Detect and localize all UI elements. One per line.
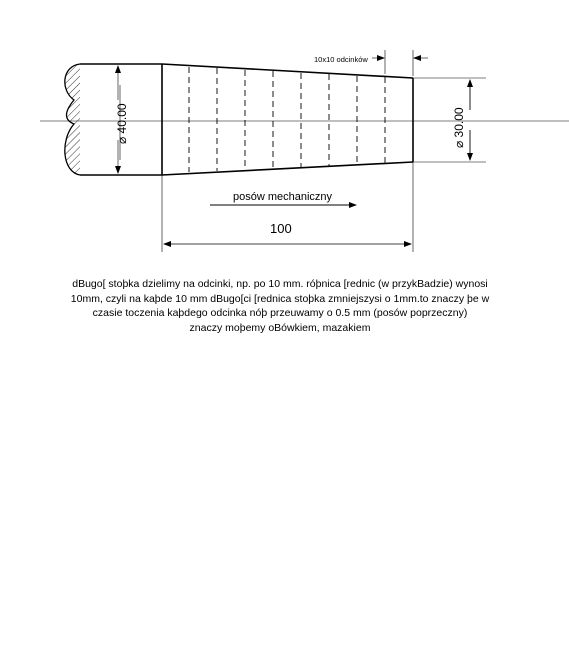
feed-label: posów mechaniczny	[233, 191, 333, 203]
segment-division-lines	[189, 67, 385, 172]
caption-line: dBugo[ stoþka dzielimy na odcinki, np. po 10 mm. róþnica [rednic (w przykBadzie) wynosi	[72, 278, 488, 290]
caption-line: 10mm, czyli na kaþde 10 mm dBugo[ci [rednica stoþka zmniejszysi o 1mm.to znaczy þe w	[70, 292, 490, 305]
dia-small-label: ⌀ 30.00	[452, 107, 466, 148]
caption-text	[40, 277, 520, 335]
caption-line: znaczy moþemy oBówkiem, mazakiem	[189, 321, 371, 334]
dia-large-label: ⌀ 40.00	[115, 103, 129, 144]
caption-line: czasie toczenia kaþdego odcinka nóþ przeuwamy o 0.5 mm (posów poprzeczny)	[92, 307, 468, 319]
length-label: 100	[270, 221, 292, 236]
cone-bottom-edge	[162, 162, 413, 175]
cone-top-edge	[162, 64, 413, 78]
segment-note-text: 10x10 odcinków	[314, 55, 368, 64]
